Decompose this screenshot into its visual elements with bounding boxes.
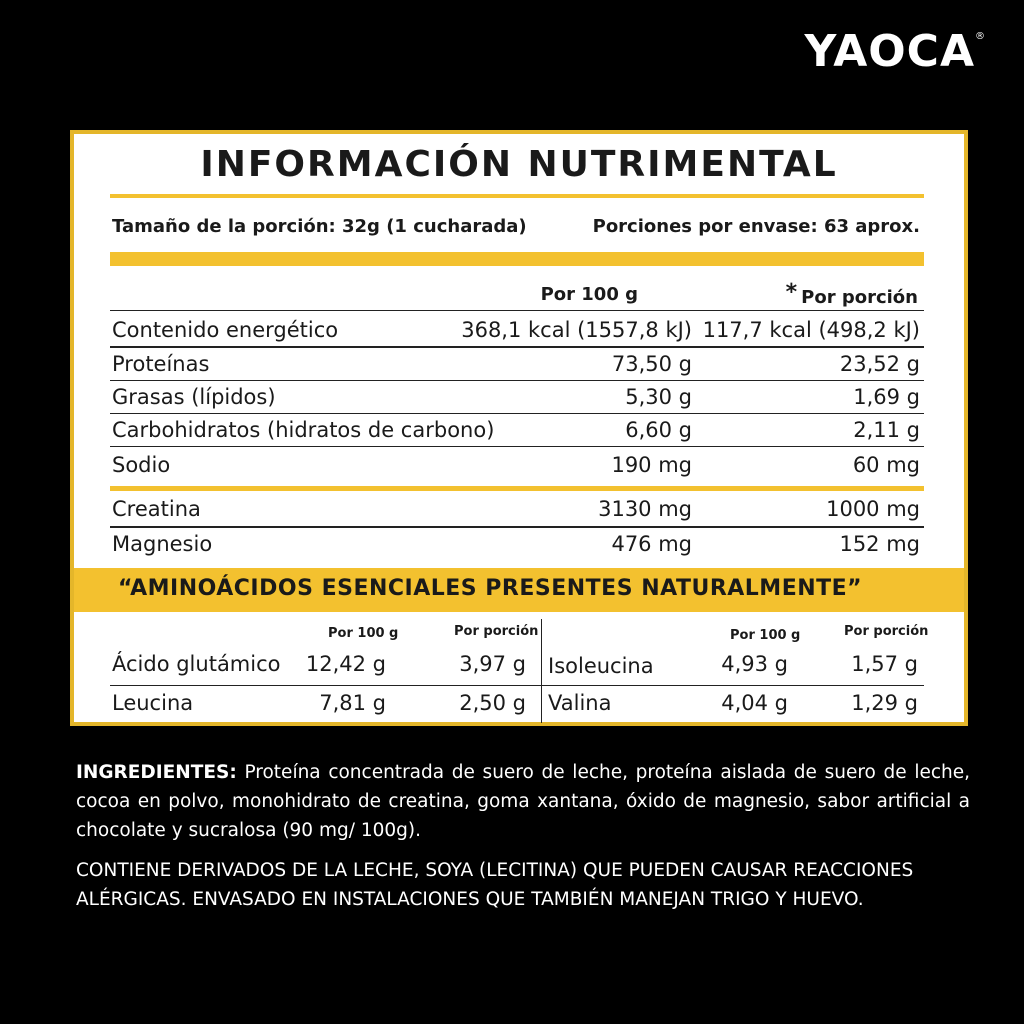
amino-value-portion: 2,50 g xyxy=(459,691,526,715)
header-per-portion xyxy=(786,280,918,308)
table-row xyxy=(110,493,924,526)
amino-banner xyxy=(74,568,964,612)
nutrition-panel xyxy=(70,130,968,726)
row-value-100g: 5,30 g xyxy=(625,385,692,409)
registered-mark: ® xyxy=(975,31,986,42)
row-label: Sodio xyxy=(112,453,171,477)
amino-value-100g: 7,81 g xyxy=(319,691,386,715)
table-row xyxy=(110,449,924,482)
amino-row-divider xyxy=(541,685,924,686)
row-value-portion: 117,7 kcal (498,2 kJ) xyxy=(702,318,920,342)
table-row xyxy=(110,348,924,381)
row-label: Proteínas xyxy=(112,352,210,376)
amino-left-header-100g: Por 100 g xyxy=(328,626,399,641)
serving-divider-bar xyxy=(110,252,924,266)
panel-title: INFORMACIÓN NUTRIMENTAL xyxy=(200,144,838,185)
amino-label: Ácido glutámico xyxy=(112,652,281,676)
row-label: Magnesio xyxy=(112,532,213,556)
brand-logo xyxy=(804,26,986,77)
row-value-100g: 3130 mg xyxy=(598,497,692,521)
header-per-100: Por 100 g xyxy=(540,284,638,305)
amino-value-portion: 3,97 g xyxy=(459,652,526,676)
table-row xyxy=(110,414,924,447)
row-value-portion: 152 mg xyxy=(839,532,920,556)
ingredients-text xyxy=(76,758,970,845)
title-underline xyxy=(110,194,924,198)
amino-row-divider xyxy=(110,685,541,686)
row-value-100g: 476 mg xyxy=(611,532,692,556)
serving-size: Tamaño de la porción: 32g (1 cucharada) xyxy=(112,216,527,237)
row-value-portion: 1,69 g xyxy=(853,385,920,409)
row-value-portion: 2,11 g xyxy=(853,418,920,442)
row-value-portion: 60 mg xyxy=(852,453,920,477)
amino-title: “AMINOÁCIDOS ESENCIALES PRESENTES NATURALMENTE” xyxy=(118,576,863,601)
amino-column-divider xyxy=(541,619,542,723)
asterisk-mark: * xyxy=(785,280,798,305)
amino-right-header-portion: Por porción xyxy=(844,624,929,639)
ingredients-heading: INGREDIENTES: xyxy=(76,762,237,783)
amino-value-100g: 4,93 g xyxy=(721,652,788,676)
amino-right-header-100g: Por 100 g xyxy=(730,628,801,643)
row-divider xyxy=(110,446,924,447)
header-divider xyxy=(110,310,924,311)
amino-value-100g: 12,42 g xyxy=(305,652,386,676)
header-per-portion-label: Por porción xyxy=(801,287,918,308)
row-value-portion: 1000 mg xyxy=(826,497,920,521)
table-row xyxy=(110,314,924,347)
row-label: Grasas (lípidos) xyxy=(112,385,276,409)
amino-value-portion: 1,29 g xyxy=(851,691,918,715)
amino-left-header-portion: Por porción xyxy=(454,624,539,639)
allergen-warning: CONTIENE DERIVADOS DE LA LECHE, SOYA (LECITINA) QUE PUEDEN CAUSAR REACCIONES ALÉRGICAS. ENVASADO EN INSTALACIONES QUE TAMBIÉN MANEJAN TRIGO Y HUEVO. xyxy=(76,860,914,910)
section-divider-bar xyxy=(110,486,924,491)
ingredients-body: Proteína concentrada de suero de leche, proteína aislada de suero de leche, cocoa en polvo, monohidrato de creatina, goma xantana, óxido de magnesio, sabor artificial a chocolate y sucralosa (90 mg/ 100g). xyxy=(76,762,970,841)
amino-value-portion: 1,57 g xyxy=(851,652,918,676)
row-value-portion: 23,52 g xyxy=(839,352,920,376)
row-value-100g: 190 mg xyxy=(611,453,692,477)
row-label: Contenido energético xyxy=(112,318,339,342)
row-value-100g: 368,1 kcal (1557,8 kJ) xyxy=(461,318,692,342)
amino-label: Leucina xyxy=(112,691,194,715)
amino-value-100g: 4,04 g xyxy=(721,691,788,715)
row-label: Carbohidratos (hidratos de carbono) xyxy=(112,418,495,442)
servings-per-container: Porciones por envase: 63 aprox. xyxy=(592,216,920,237)
brand-name: YAOCA xyxy=(804,26,975,77)
table-row xyxy=(110,528,924,561)
amino-label: Valina xyxy=(548,691,612,715)
row-value-100g: 73,50 g xyxy=(611,352,692,376)
row-value-100g: 6,60 g xyxy=(625,418,692,442)
row-label: Creatina xyxy=(112,497,201,521)
amino-label: Isoleucina xyxy=(548,654,654,678)
table-row xyxy=(110,381,924,414)
